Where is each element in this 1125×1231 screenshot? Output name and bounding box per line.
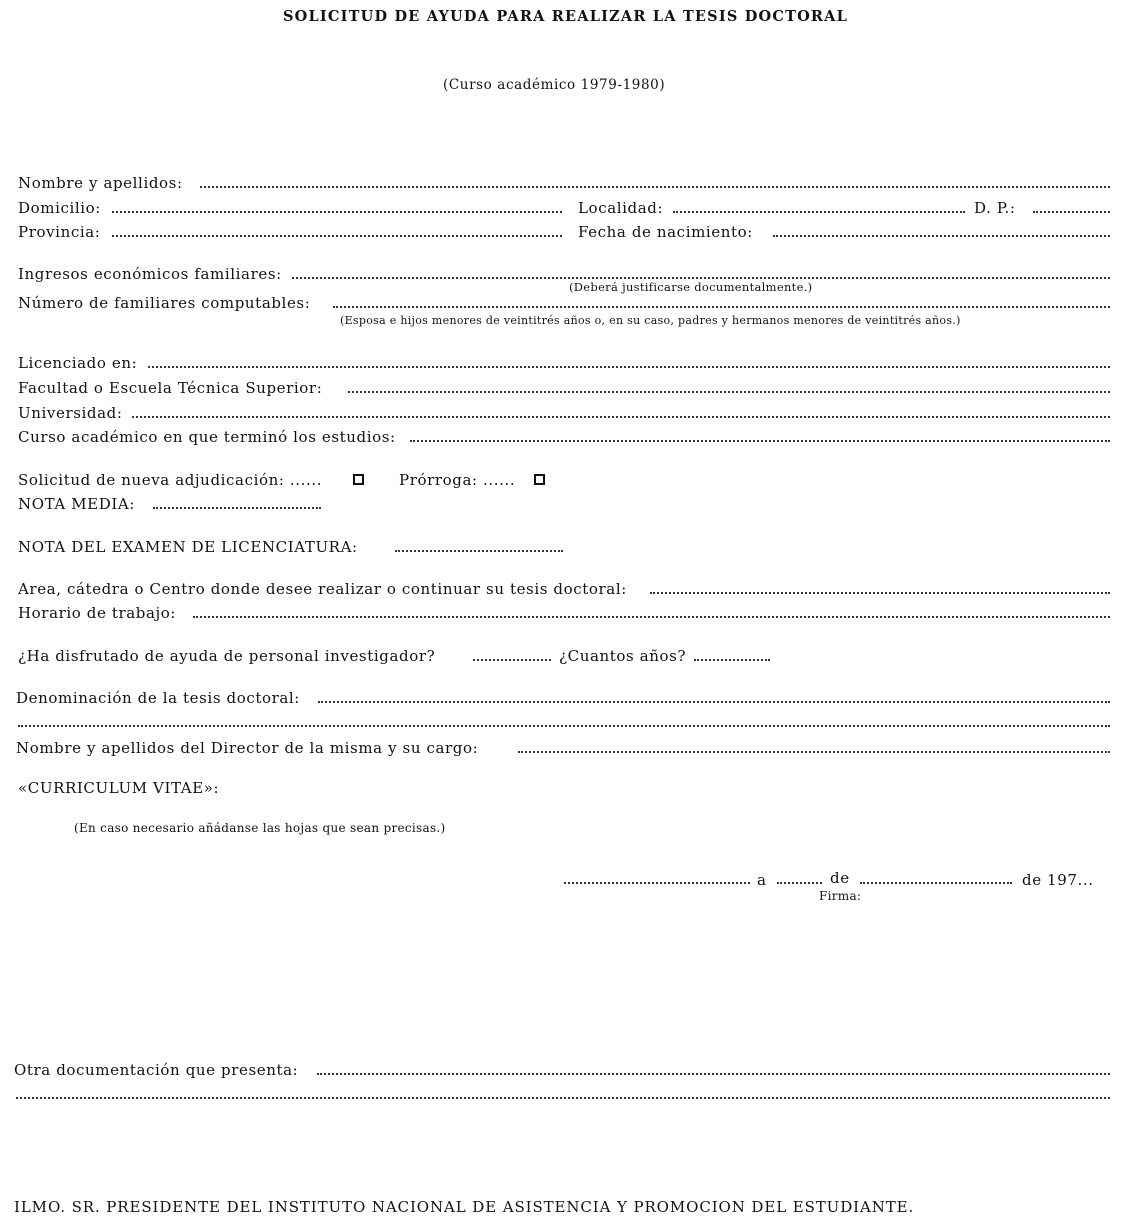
field-otra-documentacion[interactable] [317, 1073, 1110, 1075]
field-licenciado[interactable] [148, 366, 1110, 368]
field-nombre[interactable] [200, 186, 1110, 188]
field-nota-media[interactable] [153, 507, 321, 509]
field-mes[interactable] [860, 882, 1012, 884]
field-ingresos[interactable] [292, 277, 1110, 279]
field-director[interactable] [518, 751, 1110, 753]
label-area: Area, cátedra o Centro donde desee realizar o continuar su tesis doctoral: [18, 580, 627, 598]
label-de-mes: de [830, 869, 850, 887]
field-ha-disfrutado[interactable] [473, 659, 551, 661]
field-provincia[interactable] [112, 235, 562, 237]
field-curso-termino[interactable] [410, 440, 1110, 442]
label-de-anio: de 197... [1022, 871, 1094, 889]
form-title: SOLICITUD DE AYUDA PARA REALIZAR LA TESIS DOCTORAL [283, 8, 849, 25]
label-licenciado: Licenciado en: [18, 354, 138, 372]
field-familiares[interactable] [333, 306, 1110, 308]
label-director: Nombre y apellidos del Director de la misma y su cargo: [16, 739, 479, 757]
addressee: ILMO. SR. PRESIDENTE DEL INSTITUTO NACIONAL DE ASISTENCIA Y PROMOCION DEL ESTUDIANTE. [14, 1198, 915, 1216]
field-cuantos-anos[interactable] [694, 659, 770, 661]
label-nota-examen: NOTA DEL EXAMEN DE LICENCIATURA: [18, 538, 358, 556]
label-a: a [757, 871, 767, 889]
label-dp: D. P.: [974, 199, 1016, 217]
field-domicilio[interactable] [112, 211, 562, 213]
field-denominacion[interactable] [318, 701, 1110, 703]
label-otra-documentacion: Otra documentación que presenta: [14, 1061, 299, 1079]
checkbox-nueva-adjudicacion[interactable] [353, 474, 364, 485]
field-fecha-nacimiento[interactable] [773, 235, 1110, 237]
label-nota-media: NOTA MEDIA: [18, 495, 135, 513]
label-familiares: Número de familiares computables: [18, 294, 311, 312]
field-dp[interactable] [1033, 211, 1110, 213]
label-firma: Firma: [819, 889, 862, 903]
field-area[interactable] [650, 592, 1110, 594]
label-localidad: Localidad: [578, 199, 664, 217]
field-horario[interactable] [193, 616, 1110, 618]
label-nueva-adjudicacion: Solicitud de nueva adjudicación: ...... [18, 471, 323, 489]
label-prorroga: Prórroga: ...... [399, 471, 516, 489]
note-familiares: (Esposa e hijos menores de veintitrés años o, en su caso, padres y hermanos menores de veintitrés años.) [340, 314, 961, 327]
label-facultad: Facultad o Escuela Técnica Superior: [18, 379, 323, 397]
field-otra-documentacion-continued[interactable] [16, 1097, 1110, 1099]
form-subtitle: (Curso académico 1979-1980) [443, 77, 666, 93]
label-provincia: Provincia: [18, 223, 101, 241]
label-universidad: Universidad: [18, 404, 123, 422]
checkbox-prorroga[interactable] [534, 474, 545, 485]
label-domicilio: Domicilio: [18, 199, 101, 217]
field-universidad[interactable] [132, 416, 1110, 418]
field-dia[interactable] [777, 882, 822, 884]
label-curso-termino: Curso académico en que terminó los estudios: [18, 428, 396, 446]
label-ha-disfrutado: ¿Ha disfrutado de ayuda de personal investigador? [18, 647, 436, 665]
note-ingresos: (Deberá justificarse documentalmente.) [569, 280, 813, 294]
note-curriculum: (En caso necesario añádanse las hojas que sean precisas.) [74, 821, 446, 835]
field-facultad[interactable] [348, 391, 1110, 393]
label-denominacion: Denominación de la tesis doctoral: [16, 689, 300, 707]
label-horario: Horario de trabajo: [18, 604, 177, 622]
field-denominacion-continued[interactable] [18, 725, 1110, 727]
label-cuantos-anos: ¿Cuantos años? [559, 647, 687, 665]
field-lugar[interactable] [564, 882, 750, 884]
label-ingresos: Ingresos económicos familiares: [18, 265, 282, 283]
label-fecha-nacimiento: Fecha de nacimiento: [578, 223, 753, 241]
label-nombre: Nombre y apellidos: [18, 174, 183, 192]
label-curriculum: «CURRICULUM VITAE»: [18, 779, 220, 797]
field-localidad[interactable] [673, 211, 965, 213]
field-nota-examen[interactable] [395, 550, 563, 552]
